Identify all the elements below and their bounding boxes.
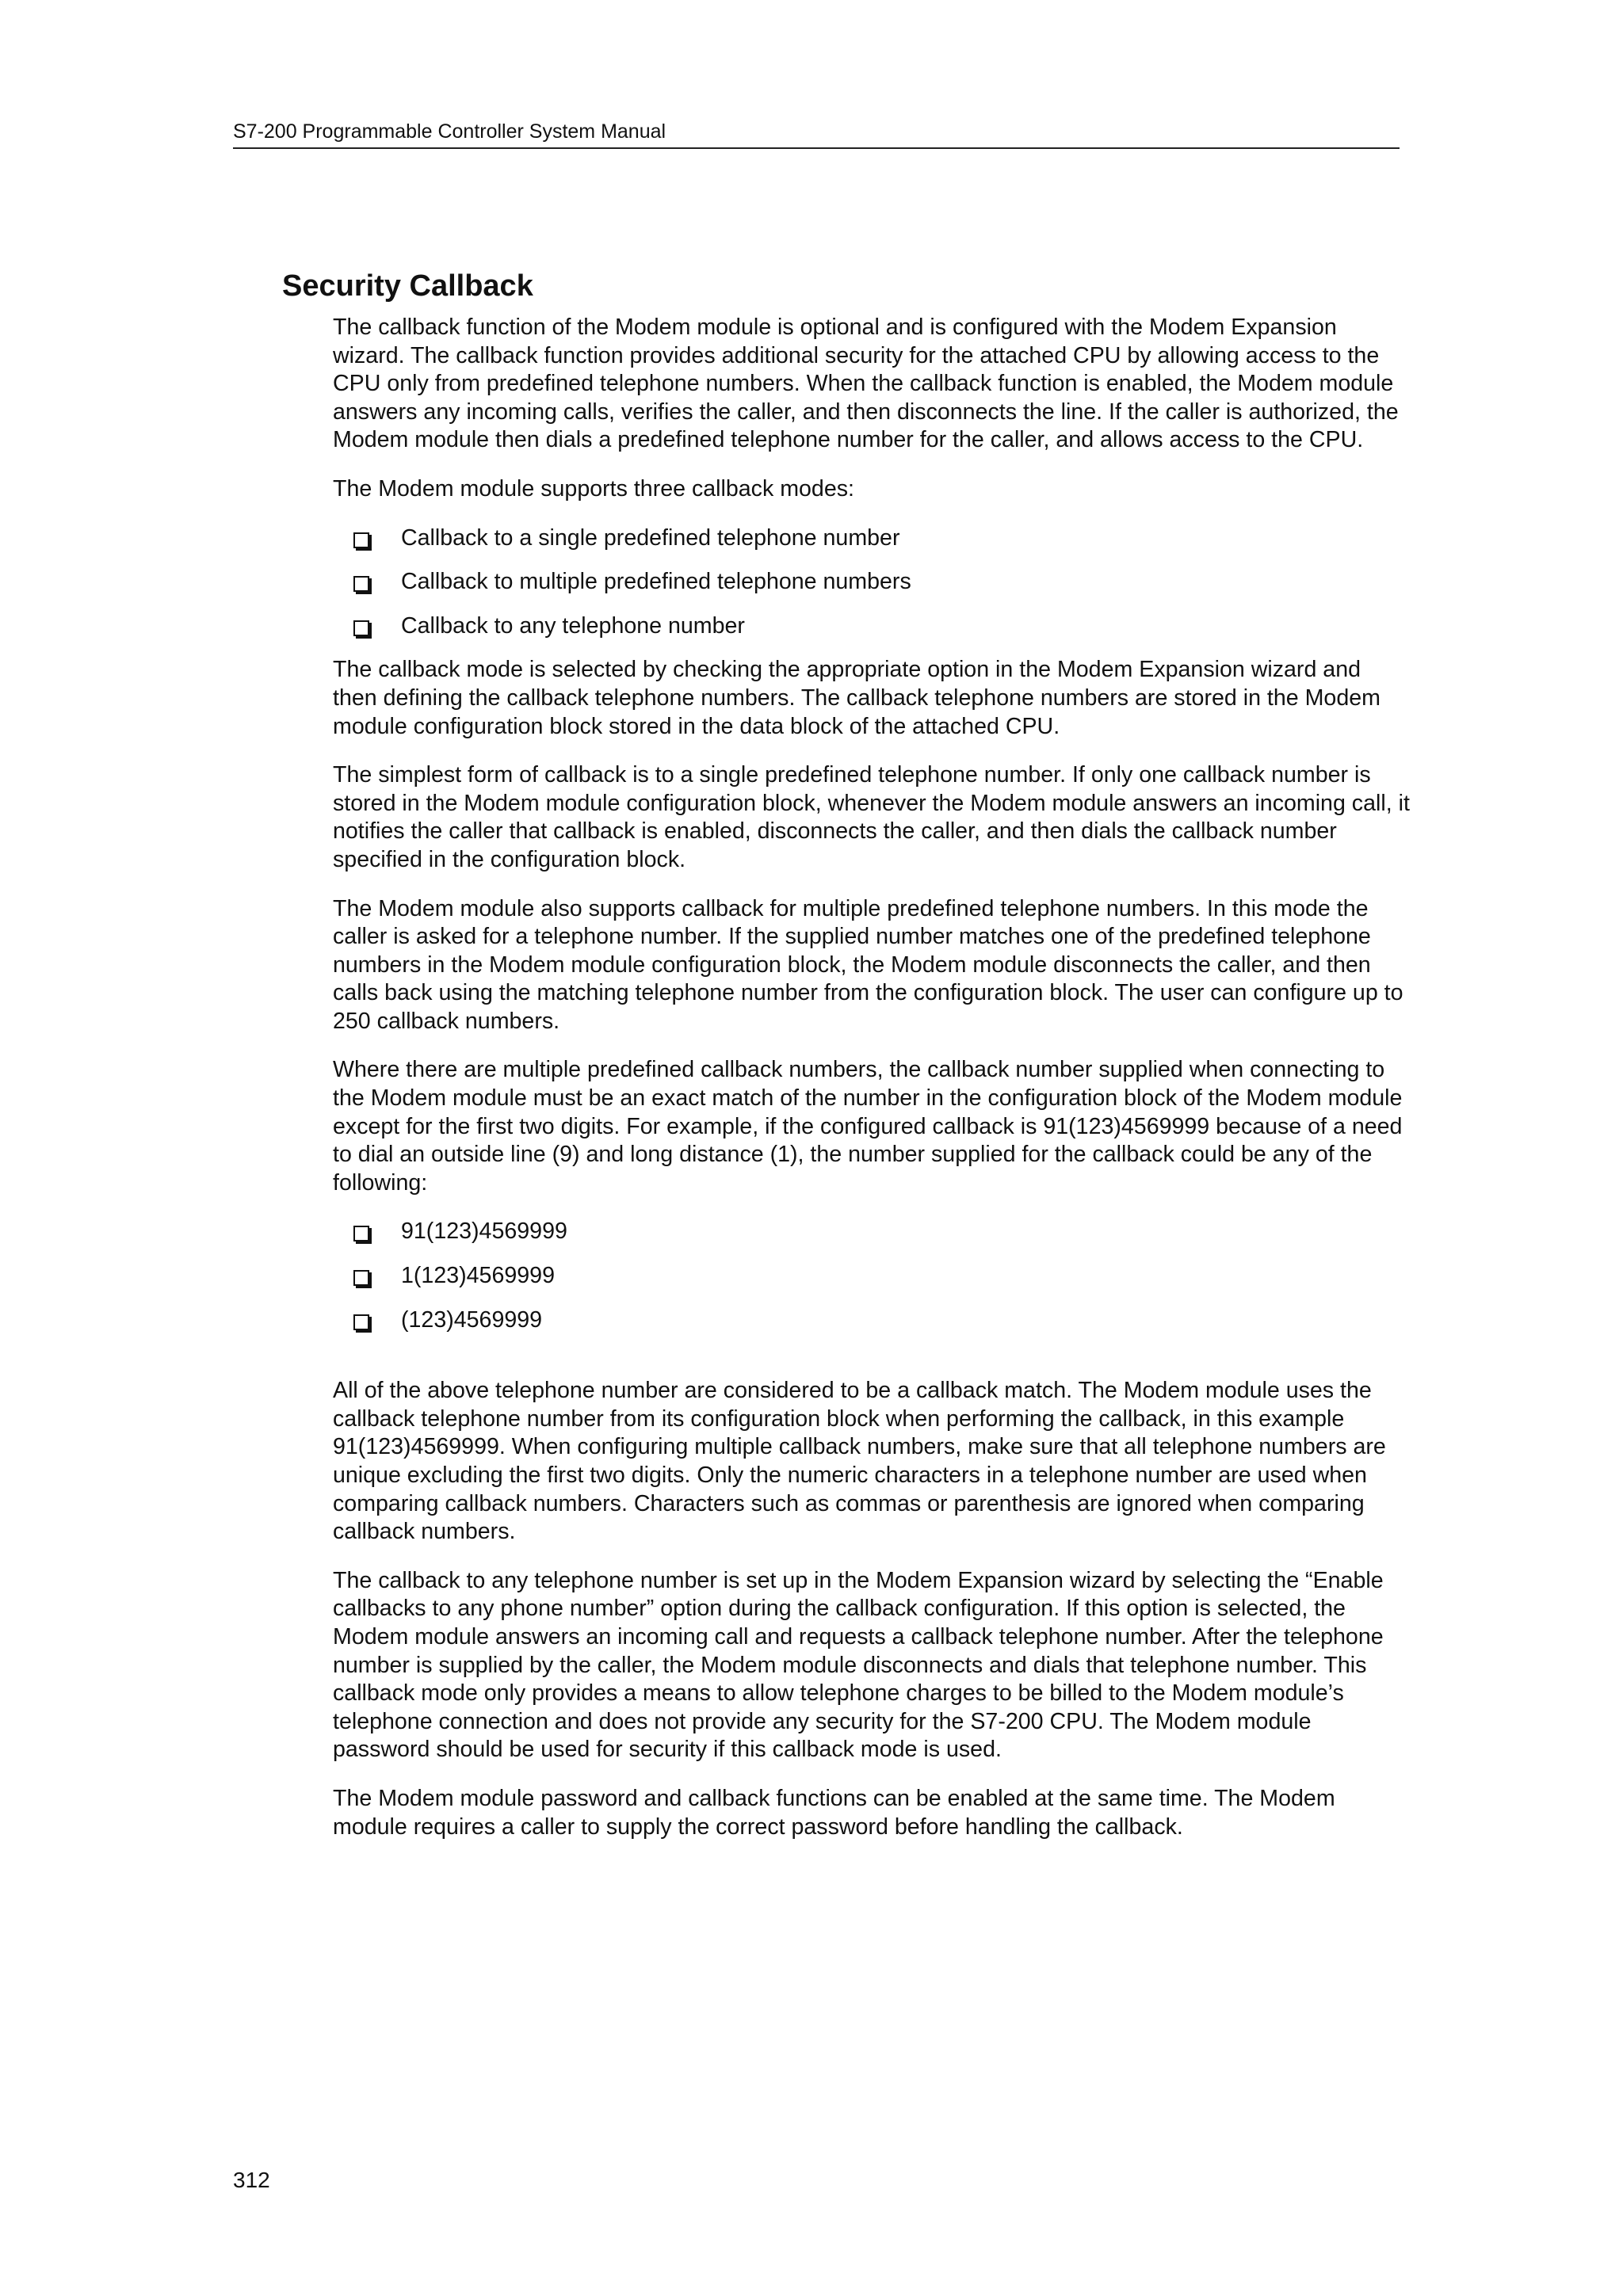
list-item [333, 612, 1411, 641]
list-item-text: 91(123)4569999 [401, 1219, 567, 1245]
section-title: Security Callback [282, 269, 533, 303]
running-header [233, 116, 1400, 149]
list-item-text: Callback to a single predefined telephone number [401, 524, 900, 551]
list-item-text: Callback to multiple predefined telephone numbers [401, 569, 911, 595]
paragraph-match-rules: Where there are multiple predefined callback numbers, the callback number supplied when connecting to the Modem module must be an exact match of the number in the configuration block of the Modem module except for the first two digits. For example, if the configured callback is 91(123)4569999 because of a need to dial an outside line (9) and long distance (1), the number supplied for the callback could be any of the following: [333, 1057, 1403, 1196]
list-item [333, 568, 1411, 597]
paragraph-match-explanation: All of the above telephone number are considered to be a callback match. The Modem module uses the callback telephone number from its configuration block when performing the callback, in this example 91(123)4569999. When configuring multiple callback numbers, make sure that all telephone numbers are unique excluding the first two digits. Only the numeric characters in a telephone number are used when comparing callback numbers. Characters such as commas or parenthesis are ignored when comparing callback numbers. [333, 1378, 1386, 1545]
checkbox-bullet-icon [353, 1270, 369, 1286]
paragraph-password-and-callback: The Modem module password and callback functions can be enabled at the same time. The Modem module requires a caller to supply the correct password before handling the callback. [333, 1785, 1335, 1840]
checkbox-bullet-icon [353, 1314, 369, 1330]
page-number: 312 [233, 2168, 270, 2192]
checkbox-bullet-icon [353, 620, 369, 636]
list-item-text: Callback to any telephone number [401, 612, 745, 639]
list-item [333, 1306, 1411, 1335]
checkbox-bullet-icon [353, 532, 369, 548]
paragraph-intro: The callback function of the Modem module is optional and is configured with the Modem Expansion wizard. The callback function provides additional security for the attached CPU by allowing access to the CPU only from predefined telephone numbers. When the callback function is enabled, the Modem module answers any incoming calls, verifies the caller, and then disconnects the line. If the caller is authorized, the Modem module then dials a predefined telephone number for the caller, and allows access to the CPU. [333, 315, 1399, 453]
list-item-text: (123)4569999 [401, 1306, 543, 1333]
running-header-title: S7-200 Programmable Controller System Manual [233, 120, 666, 143]
paragraph-mode-selection: The callback mode is selected by checking the appropriate option in the Modem Expansion wizard and then defining the callback telephone numbers. The callback telephone numbers are stored in the Modem module configuration block stored in the data block of the attached CPU. [333, 657, 1381, 739]
callback-numbers-list [333, 1218, 1411, 1334]
paragraph-single-number: The simplest form of callback is to a single predefined telephone number. If only one callback number is stored in the Modem module configuration block, whenever the Modem module answers an incoming call, it notifies the caller that callback is enabled, disconnects the caller, and then dials the callback number specified in the configuration block. [333, 762, 1410, 872]
list-item-text: 1(123)4569999 [401, 1263, 555, 1289]
list-item [333, 1262, 1411, 1291]
section-body [333, 314, 1411, 1862]
list-item [333, 524, 1411, 553]
checkbox-bullet-icon [353, 1226, 369, 1241]
paragraph-multiple-numbers: The Modem module also supports callback for multiple predefined telephone numbers. In this mode the caller is asked for a telephone number. If the supplied number matches one of the predefined telephone numbers in the Modem module configuration block, the Modem module disconnects the caller, and then calls back using the matching telephone number from the configuration block. The user can configure up to 250 callback numbers. [333, 895, 1403, 1034]
paragraph-any-number: The callback to any telephone number is set up in the Modem Expansion wizard by selecting the “Enable callbacks to any phone number” option during the callback configuration. If this option is selected, the Modem module answers an incoming call and requests a callback telephone number. After the telephone number is supplied by the caller, the Modem module disconnects and dials that telephone number. This callback mode only provides a means to allow telephone charges to be billed to the Modem module’s telephone connection and does not provide any security for the S7-200 CPU. The Modem module password should be used for security if this callback mode is used. [333, 1567, 1384, 1763]
callback-modes-list [333, 524, 1411, 641]
spacer [333, 1350, 1411, 1377]
paragraph-modes-lead: The Modem module supports three callback modes: [333, 475, 854, 502]
list-item [333, 1218, 1411, 1246]
checkbox-bullet-icon [353, 576, 369, 592]
